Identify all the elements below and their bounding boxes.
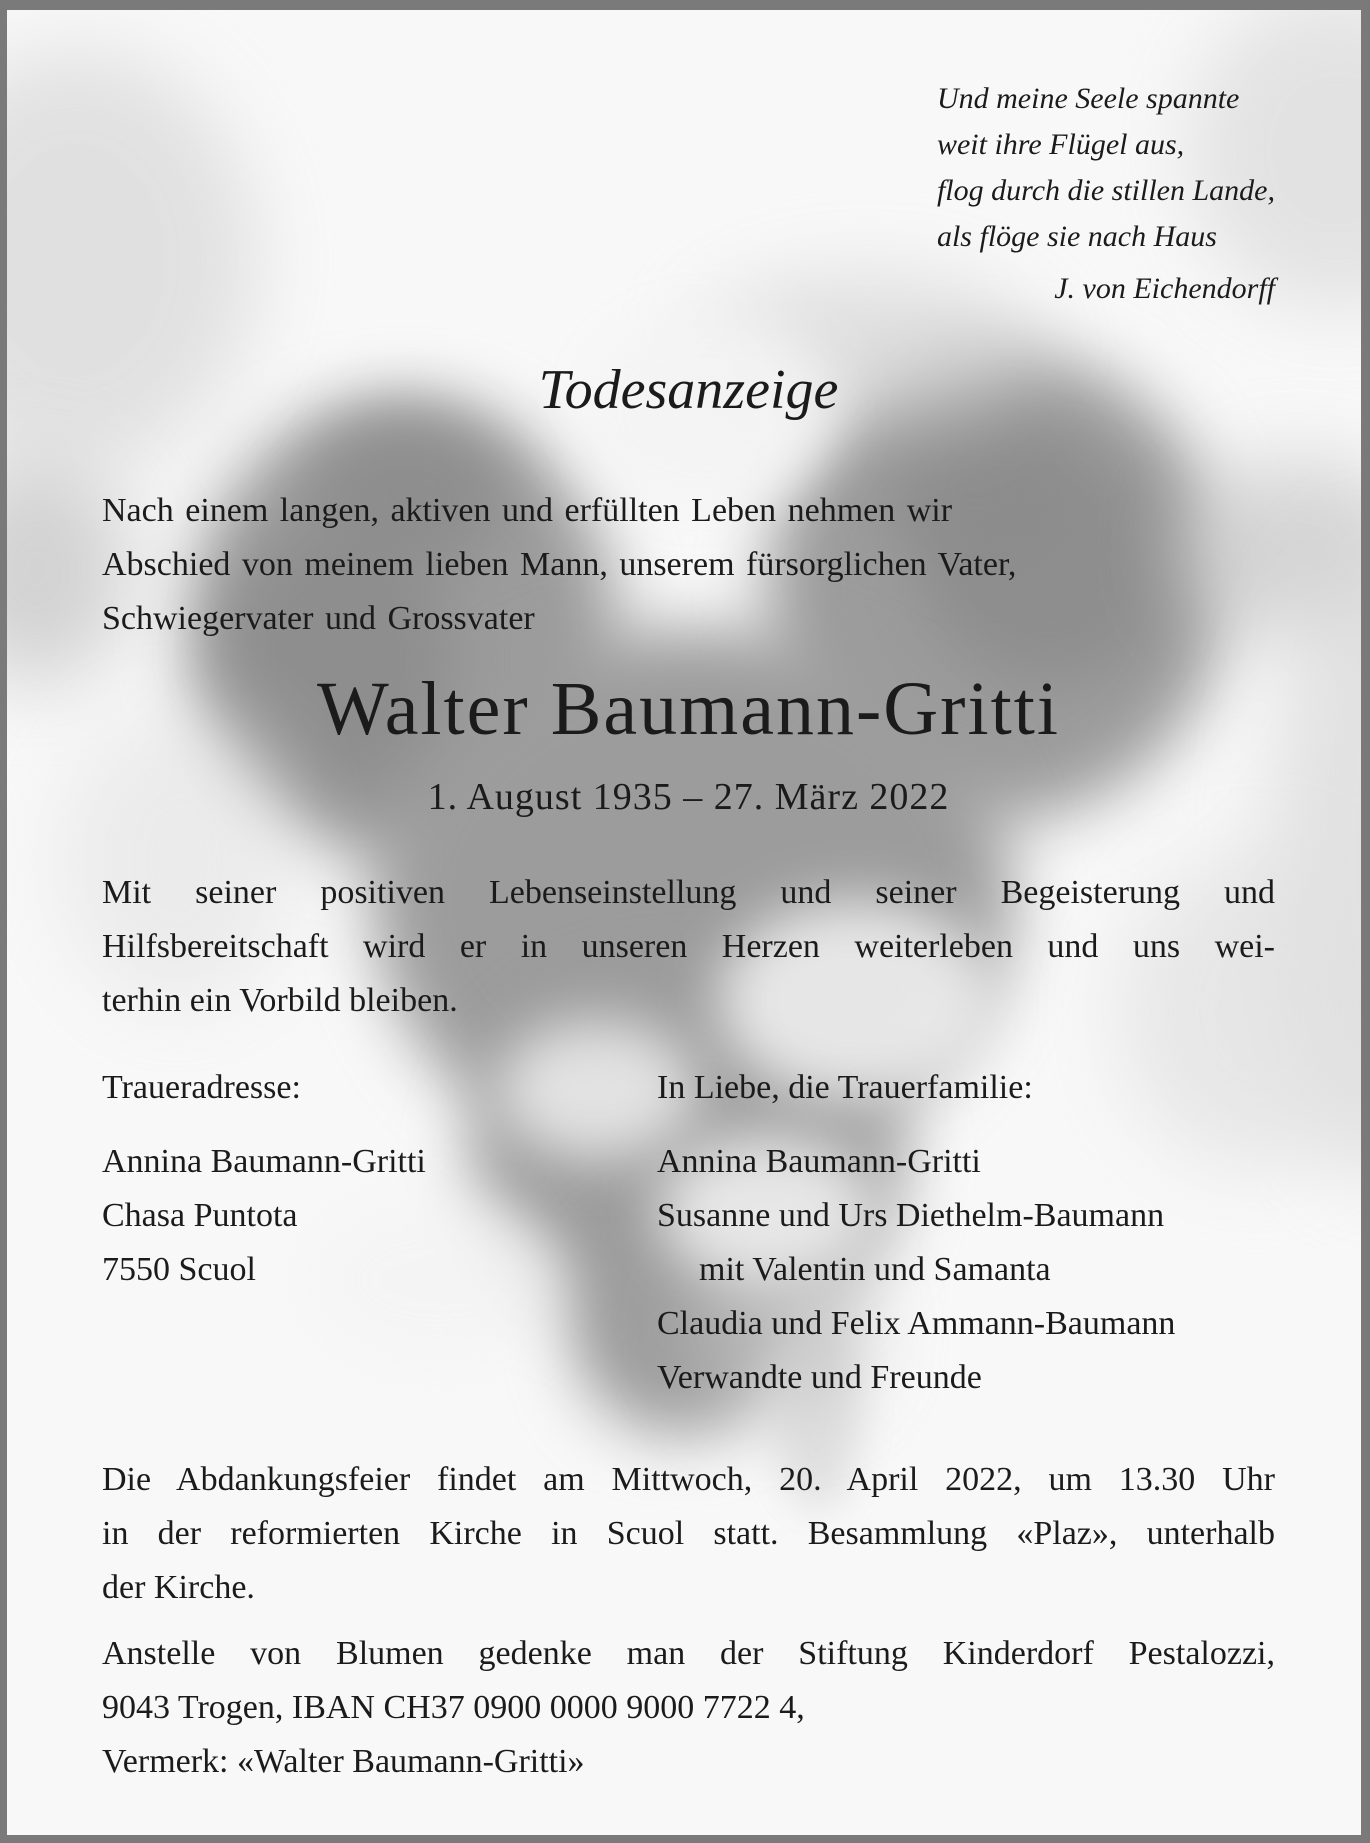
mourning-family-label: In Liebe, die Trauerfamilie:	[657, 1069, 1033, 1106]
family-line: mit Valentin und Samanta	[699, 1251, 1051, 1288]
donation-line: 9043 Trogen, IBAN CH37 0900 0000 9000 7722 4,	[102, 1689, 805, 1726]
family-line: Susanne und Urs Diethelm-Baumann	[657, 1197, 1165, 1234]
family-line: Claudia und Felix Ammann-Baumann	[657, 1305, 1176, 1342]
intro-paragraph	[102, 484, 1275, 646]
address-line: Chasa Puntota	[102, 1197, 298, 1234]
deceased-dates: 1. August 1935 – 27. März 2022	[427, 776, 950, 818]
tribute-line: terhin ein Vorbild bleiben.	[102, 982, 458, 1019]
address-line: 7550 Scuol	[102, 1251, 256, 1288]
mourning-address-lines	[102, 1135, 657, 1297]
mourning-address-label: Traueradresse:	[102, 1069, 301, 1106]
poem-line: weit ihre Flügel aus,	[936, 128, 1185, 161]
service-line: Die Abdankungsfeier findet am Mittwoch, 20. April 2022, um 13.30 Uhr	[102, 1461, 1275, 1498]
notice-title: Todesanzeige	[538, 359, 839, 421]
address-family-columns	[102, 1061, 1275, 1405]
donation-line: Vermerk: «Walter Baumann-Gritti»	[102, 1743, 585, 1780]
address-line: Annina Baumann-Gritti	[102, 1143, 426, 1180]
tribute-line: Hilfsbereitschaft wird er in unseren Herzen weiterleben und uns wei-	[102, 928, 1275, 965]
poem	[937, 76, 1275, 312]
mourning-address	[102, 1061, 657, 1405]
deceased-name: Walter Baumann-Gritti	[317, 667, 1060, 751]
mourning-family-lines	[657, 1135, 1275, 1405]
tribute-line: Mit seiner positiven Lebenseinstellung und seiner Begeisterung und	[102, 874, 1275, 911]
service-paragraph	[102, 1453, 1275, 1615]
donation-paragraph	[102, 1627, 1275, 1789]
service-line: der Kirche.	[102, 1569, 255, 1606]
poem-line: Und meine Seele spannte	[936, 82, 1240, 115]
poem-line: als flöge sie nach Haus	[936, 220, 1217, 253]
service-line: in der reformierten Kirche in Scuol statt. Besammlung «Plaz», unterhalb	[102, 1515, 1275, 1552]
intro-line: Nach einem langen, aktiven und erfüllten Leben nehmen wir	[102, 492, 953, 529]
tribute-paragraph	[102, 866, 1275, 1028]
intro-line: Abschied von meinem lieben Mann, unserem fürsorglichen Vater,	[102, 546, 1017, 583]
mourning-family	[657, 1061, 1275, 1405]
poem-line: flog durch die stillen Lande,	[936, 174, 1275, 207]
family-line: Verwandte und Freunde	[657, 1359, 982, 1396]
poem-attribution: J. von Eichendorff	[1054, 272, 1275, 305]
family-line: Annina Baumann-Gritti	[657, 1143, 981, 1180]
donation-line: Anstelle von Blumen gedenke man der Stiftung Kinderdorf Pestalozzi,	[102, 1635, 1275, 1672]
intro-line: Schwiegervater und Grossvater	[102, 600, 535, 637]
notice-content	[7, 76, 1361, 1789]
